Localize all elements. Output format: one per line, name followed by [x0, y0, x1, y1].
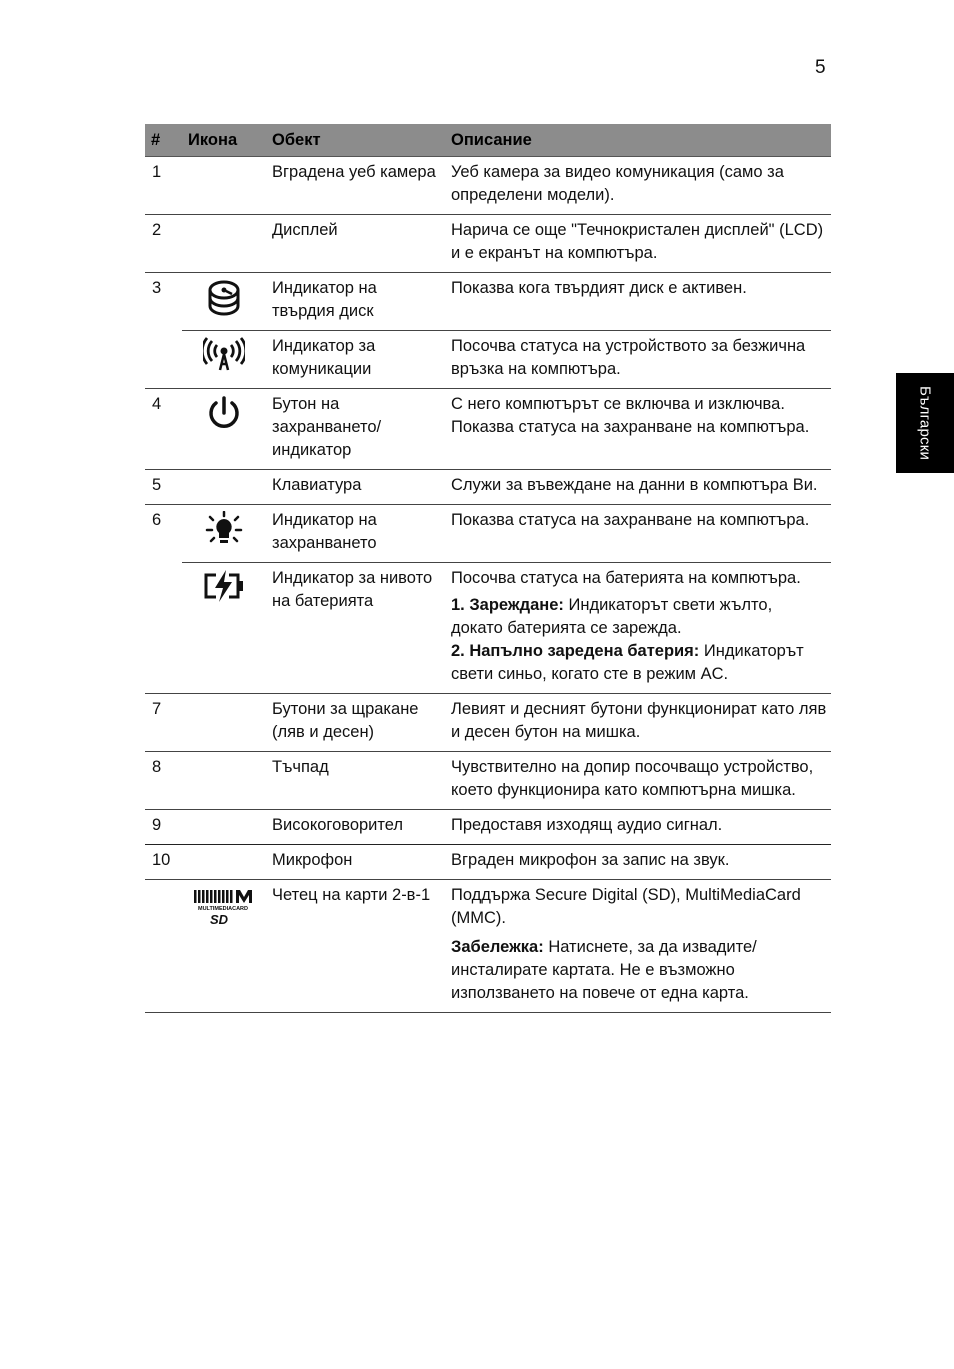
wireless-icon	[203, 337, 245, 373]
card-logo-mmc-text: MULTIMEDIACARD	[197, 906, 249, 912]
row-description: Левият и десният бутони функционират като ляв и десен бутон на мишка.	[445, 694, 831, 752]
row-description: Показва кога твърдият диск е активен.	[445, 273, 831, 331]
row-object: Четец на карти 2-в-1	[266, 880, 445, 1013]
row-num: 2	[145, 215, 182, 273]
table-row	[145, 470, 831, 505]
row-icon-cell	[182, 157, 266, 215]
card-logo-sd-text: SD	[210, 912, 229, 926]
row-description: С него компютърът се включва и изключва. Показва статуса на захранване на компютъра.	[445, 389, 831, 470]
card-reader-icon	[192, 886, 256, 926]
table-row	[145, 273, 831, 331]
power-icon	[205, 395, 243, 433]
row-num: 3	[145, 273, 182, 331]
table-row	[145, 157, 831, 215]
table-row	[145, 880, 831, 1013]
row-object: Вградена уеб камера	[266, 157, 445, 215]
row-icon-cell	[182, 273, 266, 331]
page-number: 5	[815, 57, 826, 78]
row-description: Посочва статуса на устройството за безжична връзка на компютъра.	[445, 331, 831, 389]
row-object: Бутони за щракане (ляв и десен)	[266, 694, 445, 752]
row-object: Микрофон	[266, 845, 445, 880]
row-icon-cell	[182, 694, 266, 752]
hard-disk-icon	[206, 279, 242, 317]
table-row	[145, 845, 831, 880]
row-num: 10	[145, 845, 182, 880]
table-header-row	[145, 124, 831, 157]
row-description: Чувствително на допир посочващо устройство, което функционира като компютърна мишка.	[445, 752, 831, 810]
row-object: Индикатор за комуникации	[266, 331, 445, 389]
row-object: Високоговорител	[266, 810, 445, 845]
row-icon-cell	[182, 389, 266, 470]
row-description: Предоставя изходящ аудио сигнал.	[445, 810, 831, 845]
row-num: 7	[145, 694, 182, 752]
row-icon-cell	[182, 880, 266, 1013]
row-description: Уеб камера за видео комуникация (само за определени модели).	[445, 157, 831, 215]
header-num: #	[145, 124, 182, 157]
row-num: 1	[145, 157, 182, 215]
table-row	[145, 389, 831, 470]
components-table	[145, 124, 831, 1013]
row-num: 6	[145, 505, 182, 563]
row-object: Индикатор на твърдия диск	[266, 273, 445, 331]
row-icon-cell	[182, 810, 266, 845]
row-icon-cell	[182, 331, 266, 389]
language-tab-label: Български	[916, 385, 934, 461]
row-icon-cell	[182, 470, 266, 505]
header-icon: Икона	[182, 124, 266, 157]
row-num: 5	[145, 470, 182, 505]
table-row	[145, 331, 831, 389]
table-row	[145, 505, 831, 563]
header-object: Обект	[266, 124, 445, 157]
row-num	[145, 563, 182, 694]
row-object: Индикатор за нивото на батерията	[266, 563, 445, 694]
row-object: Тъчпад	[266, 752, 445, 810]
row-num	[145, 880, 182, 1013]
row-object: Дисплей	[266, 215, 445, 273]
row-num: 9	[145, 810, 182, 845]
battery-icon	[202, 569, 246, 603]
row-description: Служи за въвеждане на данни в компютъра Ви.	[445, 470, 831, 505]
row-num: 8	[145, 752, 182, 810]
table-row	[145, 215, 831, 273]
row-object: Клавиатура	[266, 470, 445, 505]
row-icon-cell	[182, 752, 266, 810]
row-object: Индикатор на захранването	[266, 505, 445, 563]
row-num: 4	[145, 389, 182, 470]
row-icon-cell	[182, 563, 266, 694]
table-row	[145, 810, 831, 845]
row-description: Нарича се още "Течнокристален дисплей" (LCD) и е екранът на компютъра.	[445, 215, 831, 273]
table-row	[145, 694, 831, 752]
power-indicator-icon	[205, 511, 243, 549]
row-num	[145, 331, 182, 389]
row-icon-cell	[182, 845, 266, 880]
row-description: Поддържа Secure Digital (SD), MultiMediaCard (MMC). Забележка: Натиснете, за да извадите/ инсталирате картата. Не е възможно използването на повече от една карта.	[445, 880, 831, 1013]
table-row	[145, 752, 831, 810]
row-description: Вграден микрофон за запис на звук.	[445, 845, 831, 880]
language-tab	[896, 373, 954, 473]
row-icon-cell	[182, 215, 266, 273]
row-description: Посочва статуса на батерията на компютъра. 1. Зареждане: Индикаторът свети жълто, докато батерията се зарежда. 2. Напълно заредена батерия: Индикаторът свети синьо, когато сте в режим AC.	[445, 563, 831, 694]
row-description: Показва статуса на захранване на компютъра.	[445, 505, 831, 563]
header-description: Описание	[445, 124, 831, 157]
row-icon-cell	[182, 505, 266, 563]
table-row	[145, 563, 831, 694]
row-object: Бутон на захранването/ индикатор	[266, 389, 445, 470]
